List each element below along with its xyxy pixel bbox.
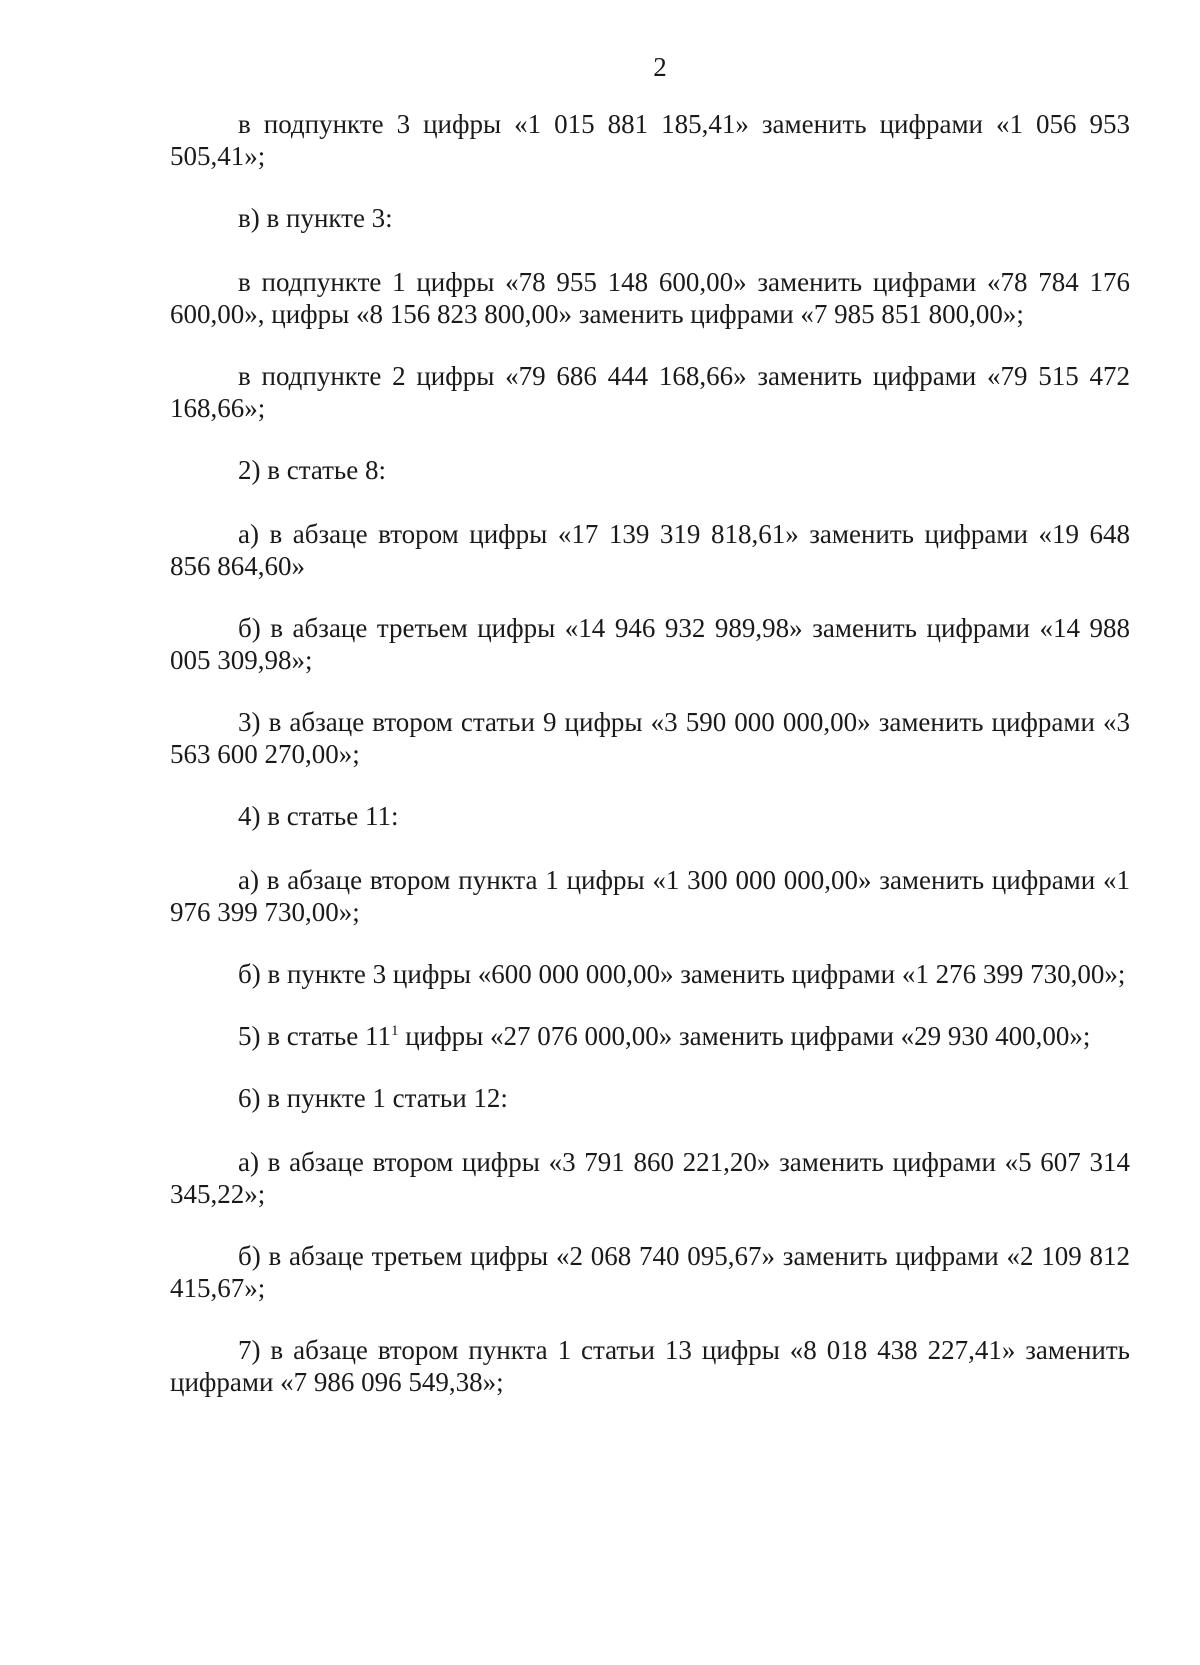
paragraph-article-8-a: а) в абзаце втором цифры «17 139 319 818,61» заменить цифрами «19 648 856 864,60» bbox=[170, 519, 1130, 581]
article-11-1-text-after: цифры «27 076 000,00» заменить цифрами «29 930 400,00»; bbox=[398, 1021, 1091, 1051]
paragraph-article-8: 2) в статье 8: bbox=[238, 455, 386, 485]
paragraph-article-13: 7) в абзаце втором пункта 1 статьи 13 цифры «8 018 438 227,41» заменить цифрами «7 986 096 549,38»; bbox=[170, 1335, 1130, 1397]
paragraph-subpoint-1-amounts: в подпункте 1 цифры «78 955 148 600,00» заменить цифрами «78 784 176 600,00», цифры «8 156 823 800,00» заменить цифрами «7 985 851 800,00»; bbox=[170, 267, 1130, 329]
paragraph-article-11-1 bbox=[170, 1020, 1130, 1052]
article-11-1-text-before: 5) в статье 11 bbox=[238, 1021, 391, 1051]
document-body bbox=[170, 108, 1130, 1428]
paragraph-article-12-b: б) в абзаце третьем цифры «2 068 740 095,67» заменить цифрами «2 109 812 415,67»; bbox=[170, 1241, 1130, 1303]
page-number: 2 bbox=[653, 52, 667, 82]
paragraph-article-11-a: а) в абзаце втором пункта 1 цифры «1 300 000 000,00» заменить цифрами «1 976 399 730,00»; bbox=[170, 865, 1130, 927]
paragraph-article-12-a: а) в абзаце втором цифры «3 791 860 221,20» заменить цифрами «5 607 314 345,22»; bbox=[170, 1147, 1130, 1209]
paragraph-article-9: 3) в абзаце втором статьи 9 цифры «3 590 000 000,00» заменить цифрами «3 563 600 270,00»; bbox=[170, 707, 1130, 769]
article-11-1-superscript: 1 bbox=[390, 1023, 399, 1039]
paragraph-article-8-b: б) в абзаце третьем цифры «14 946 932 989,98» заменить цифрами «14 988 005 309,98»; bbox=[170, 613, 1130, 675]
paragraph-subpoint-3-amount: в подпункте 3 цифры «1 015 881 185,41» заменить цифрами «1 056 953 505,41»; bbox=[170, 109, 1130, 171]
paragraph-article-11-b: б) в пункте 3 цифры «600 000 000,00» заменить цифрами «1 276 399 730,00»; bbox=[238, 959, 1126, 989]
paragraph-article-11: 4) в статье 11: bbox=[238, 801, 399, 831]
paragraph-item-v-point-3: в) в пункте 3: bbox=[238, 203, 393, 233]
paragraph-article-12: 6) в пункте 1 статьи 12: bbox=[238, 1083, 508, 1113]
paragraph-subpoint-2-amount: в подпункте 2 цифры «79 686 444 168,66» заменить цифрами «79 515 472 168,66»; bbox=[170, 361, 1130, 423]
